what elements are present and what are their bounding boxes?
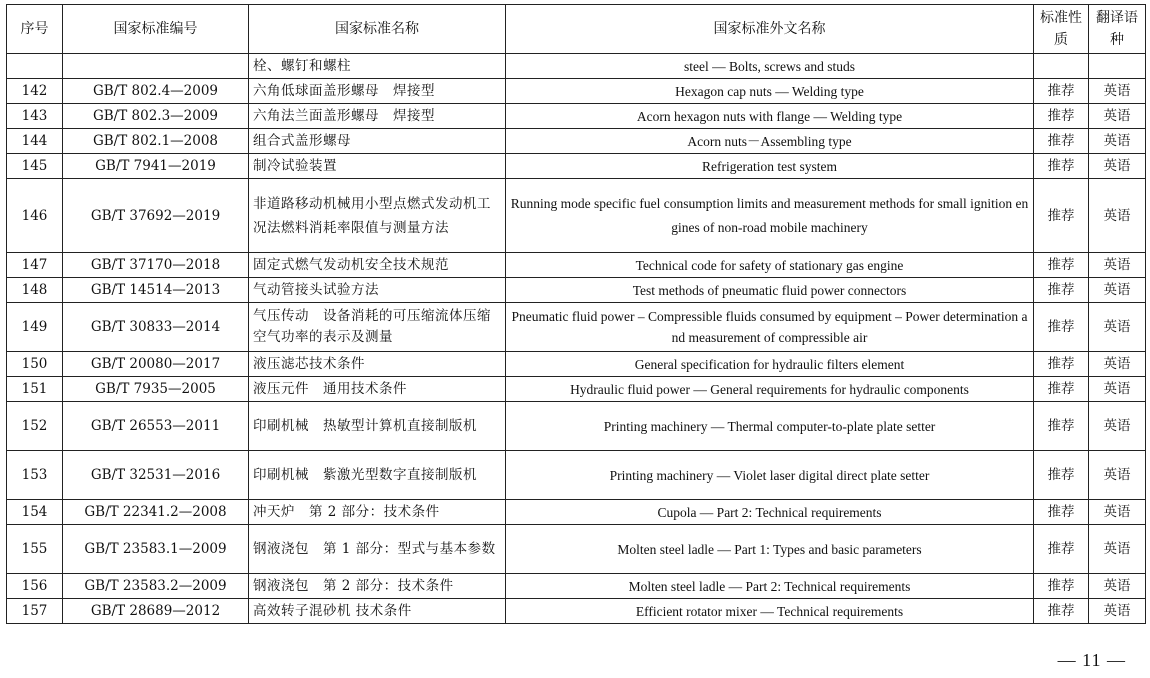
cell-standard-code: GB/T 14514—2013	[63, 278, 249, 303]
cell-standard-name-cn: 六角法兰面盖形螺母 焊接型	[249, 104, 506, 129]
cell-standard-name-en: Printing machinery — Violet laser digital direct plate setter	[506, 451, 1034, 500]
cell-standard-nature: 推荐	[1034, 402, 1089, 451]
cell-standard-name-en: Hydraulic fluid power — General requirements for hydraulic components	[506, 377, 1034, 402]
cell-standard-nature: 推荐	[1034, 599, 1089, 624]
cell-standard-name-cn: 非道路移动机械用小型点燃式发动机工况法燃料消耗率限值与测量方法	[249, 179, 506, 253]
cell-serial-number: 157	[7, 599, 63, 624]
table-row	[7, 278, 1146, 303]
cell-standard-name-en: Printing machinery — Thermal computer-to-plate plate setter	[506, 402, 1034, 451]
cell-translation-language: 英语	[1089, 352, 1146, 377]
cell-standard-name-cn: 固定式燃气发动机安全技术规范	[249, 253, 506, 278]
cell-standard-nature: 推荐	[1034, 574, 1089, 599]
cell-translation-language: 英语	[1089, 79, 1146, 104]
cell-translation-language: 英语	[1089, 574, 1146, 599]
cell-standard-nature: 推荐	[1034, 525, 1089, 574]
standards-table	[6, 4, 1146, 624]
table-header-row	[7, 5, 1146, 54]
cell-standard-name-en: Running mode specific fuel consumption limits and measurement methods for small ignition engines of non-road mobile machinery	[506, 179, 1034, 253]
page-number: — 11 —	[1057, 650, 1126, 670]
cell-standard-name-en: Molten steel ladle — Part 2: Technical requirements	[506, 574, 1034, 599]
cell-standard-code: GB/T 37692—2019	[63, 179, 249, 253]
cell-standard-code: GB/T 802.3—2009	[63, 104, 249, 129]
table-row	[7, 500, 1146, 525]
cell-standard-name-en: Cupola — Part 2: Technical requirements	[506, 500, 1034, 525]
cell-serial-number: 150	[7, 352, 63, 377]
table-row	[7, 525, 1146, 574]
cell-standard-code: GB/T 20080—2017	[63, 352, 249, 377]
cell-standard-code: GB/T 32531—2016	[63, 451, 249, 500]
cell-standard-nature: 推荐	[1034, 253, 1089, 278]
table-body	[7, 54, 1146, 624]
cell-translation-language: 英语	[1089, 278, 1146, 303]
cell-standard-nature: 推荐	[1034, 377, 1089, 402]
cell-translation-language	[1089, 54, 1146, 79]
table-row	[7, 352, 1146, 377]
table-row	[7, 253, 1146, 278]
table-row	[7, 104, 1146, 129]
table-row	[7, 574, 1146, 599]
cell-serial-number: 151	[7, 377, 63, 402]
table-row	[7, 154, 1146, 179]
cell-serial-number: 147	[7, 253, 63, 278]
cell-standard-name-cn: 印刷机械 热敏型计算机直接制版机	[249, 402, 506, 451]
cell-standard-name-cn: 液压滤芯技术条件	[249, 352, 506, 377]
cell-translation-language: 英语	[1089, 179, 1146, 253]
cell-standard-name-en: Molten steel ladle — Part 1: Types and basic parameters	[506, 525, 1034, 574]
cell-standard-name-cn: 钢液浇包 第 1 部分：型式与基本参数	[249, 525, 506, 574]
cell-standard-code: GB/T 37170—2018	[63, 253, 249, 278]
header-standard-nature: 标准性质	[1034, 5, 1089, 54]
cell-translation-language: 英语	[1089, 525, 1146, 574]
cell-standard-name-cn: 气压传动 设备消耗的可压缩流体压缩空气功率的表示及测量	[249, 303, 506, 352]
table-row	[7, 303, 1146, 352]
cell-standard-nature: 推荐	[1034, 451, 1089, 500]
cell-serial-number: 155	[7, 525, 63, 574]
cell-standard-nature: 推荐	[1034, 179, 1089, 253]
standards-table-page	[6, 4, 1145, 624]
cell-standard-name-cn: 钢液浇包 第 2 部分：技术条件	[249, 574, 506, 599]
cell-standard-nature: 推荐	[1034, 303, 1089, 352]
table-row	[7, 599, 1146, 624]
cell-standard-name-en: General specification for hydraulic filters element	[506, 352, 1034, 377]
cell-standard-code: GB/T 7941—2019	[63, 154, 249, 179]
cell-translation-language: 英语	[1089, 402, 1146, 451]
cell-standard-name-en: Test methods of pneumatic fluid power connectors	[506, 278, 1034, 303]
cell-serial-number: 144	[7, 129, 63, 154]
cell-standard-name-en: Acorn hexagon nuts with flange — Welding type	[506, 104, 1034, 129]
cell-translation-language: 英语	[1089, 303, 1146, 352]
cell-standard-name-en: Pneumatic fluid power – Compressible fluids consumed by equipment – Power determination and measurement of compressible air	[506, 303, 1034, 352]
cell-serial-number: 149	[7, 303, 63, 352]
cell-translation-language: 英语	[1089, 451, 1146, 500]
table-row	[7, 79, 1146, 104]
cell-standard-code: GB/T 802.4—2009	[63, 79, 249, 104]
table-row	[7, 54, 1146, 79]
cell-standard-code: GB/T 28689—2012	[63, 599, 249, 624]
cell-standard-nature: 推荐	[1034, 104, 1089, 129]
cell-standard-code: GB/T 30833—2014	[63, 303, 249, 352]
table-row	[7, 377, 1146, 402]
cell-serial-number: 143	[7, 104, 63, 129]
table-row	[7, 451, 1146, 500]
cell-standard-name-en: Refrigeration test system	[506, 154, 1034, 179]
cell-serial-number: 156	[7, 574, 63, 599]
header-serial-number: 序号	[7, 5, 63, 54]
cell-standard-code: GB/T 23583.2—2009	[63, 574, 249, 599]
cell-standard-name-cn: 组合式盖形螺母	[249, 129, 506, 154]
cell-standard-nature: 推荐	[1034, 278, 1089, 303]
cell-serial-number: 145	[7, 154, 63, 179]
cell-translation-language: 英语	[1089, 599, 1146, 624]
cell-standard-nature: 推荐	[1034, 500, 1089, 525]
cell-serial-number: 154	[7, 500, 63, 525]
cell-translation-language: 英语	[1089, 377, 1146, 402]
cell-standard-name-en: Efficient rotator mixer — Technical requirements	[506, 599, 1034, 624]
cell-standard-name-en: Acorn nuts－Assembling type	[506, 129, 1034, 154]
cell-standard-nature: 推荐	[1034, 129, 1089, 154]
cell-translation-language: 英语	[1089, 104, 1146, 129]
cell-standard-name-cn: 印刷机械 紫激光型数字直接制版机	[249, 451, 506, 500]
cell-translation-language: 英语	[1089, 129, 1146, 154]
cell-standard-nature: 推荐	[1034, 79, 1089, 104]
cell-standard-code: GB/T 23583.1—2009	[63, 525, 249, 574]
cell-serial-number: 148	[7, 278, 63, 303]
header-standard-code: 国家标准编号	[63, 5, 249, 54]
cell-standard-nature	[1034, 54, 1089, 79]
cell-serial-number: 142	[7, 79, 63, 104]
cell-standard-nature: 推荐	[1034, 352, 1089, 377]
cell-standard-nature: 推荐	[1034, 154, 1089, 179]
table-row	[7, 129, 1146, 154]
cell-standard-name-en: steel — Bolts, screws and studs	[506, 54, 1034, 79]
cell-standard-code: GB/T 802.1—2008	[63, 129, 249, 154]
cell-standard-name-cn: 冲天炉 第 2 部分：技术条件	[249, 500, 506, 525]
table-row	[7, 402, 1146, 451]
cell-standard-code: GB/T 26553—2011	[63, 402, 249, 451]
cell-standard-name-cn: 制冷试验装置	[249, 154, 506, 179]
header-translation-language: 翻译语种	[1089, 5, 1146, 54]
header-standard-name-en: 国家标准外文名称	[506, 5, 1034, 54]
table-row	[7, 179, 1146, 253]
cell-standard-name-en: Hexagon cap nuts — Welding type	[506, 79, 1034, 104]
cell-standard-code	[63, 54, 249, 79]
cell-standard-name-cn: 栓、螺钉和螺柱	[249, 54, 506, 79]
cell-serial-number: 146	[7, 179, 63, 253]
header-standard-name-cn: 国家标准名称	[249, 5, 506, 54]
cell-translation-language: 英语	[1089, 253, 1146, 278]
cell-standard-code: GB/T 22341.2—2008	[63, 500, 249, 525]
cell-standard-name-cn: 气动管接头试验方法	[249, 278, 506, 303]
cell-standard-name-en: Technical code for safety of stationary gas engine	[506, 253, 1034, 278]
cell-translation-language: 英语	[1089, 500, 1146, 525]
cell-serial-number	[7, 54, 63, 79]
cell-standard-name-cn: 液压元件 通用技术条件	[249, 377, 506, 402]
cell-standard-name-cn: 高效转子混砂机 技术条件	[249, 599, 506, 624]
cell-standard-code: GB/T 7935—2005	[63, 377, 249, 402]
cell-serial-number: 152	[7, 402, 63, 451]
cell-translation-language: 英语	[1089, 154, 1146, 179]
cell-standard-name-cn: 六角低球面盖形螺母 焊接型	[249, 79, 506, 104]
cell-serial-number: 153	[7, 451, 63, 500]
